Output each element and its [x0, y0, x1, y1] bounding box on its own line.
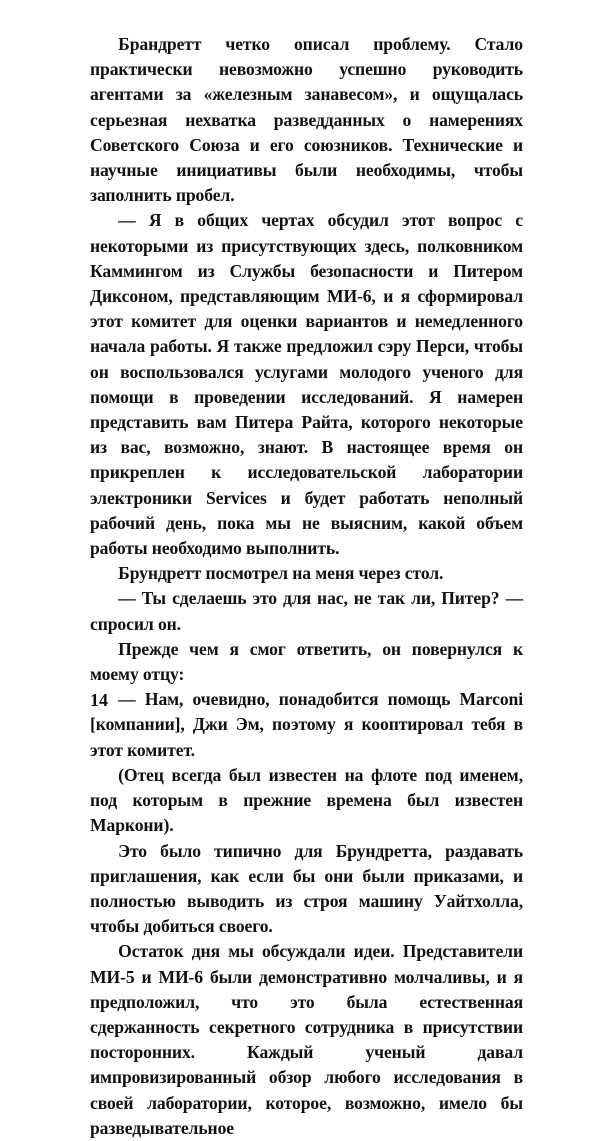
paragraph-2: — Я в общих чертах обсудил этот вопрос с некоторыми из присутствующих здесь, полковником Каммингом из Службы безопасности и Питером Диксоном, представляющим МИ-6, и я сформировал этот комитет для оценки вариантов и немедленного начала работы. Я также предложил сэру Перси, чтобы он воспользовался услугами молодого ученого для помощи в проведении исследований. Я намерен представить вам Питера Райта, которого некоторые из вас, возможно, знают. В настоящее время он прикреплен к исследовательской лаборатории электроники Services и будет работать неполный рабочий день, пока мы не выясним, какой объем работы необходимо выполнить.	[90, 210, 523, 559]
paragraph-9: Остаток дня мы обсуждали идеи. Представители МИ-5 и МИ-6 были демонстративно молчаливы, и я предположил, что это была естественная сдержанность секретного сотрудника в присутствии посторонних. Каждый ученый давал импровизированный обзор любого исследования в своей лаборатории, которое, возможно, имело бы разведывательное	[90, 941, 523, 1138]
page-number: 14	[90, 690, 108, 710]
paragraph-1: Брандретт четко описал проблему. Стало практически невозможно успешно руководить агентами за «железным занавесом», и ощущалась серьезная нехватка разведданных о намерениях Советского Союза и его союзников. Технические и научные инициативы были необходимы, чтобы заполнить пробел.	[90, 34, 523, 206]
body-text	[90, 32, 523, 1141]
paragraph-5: Прежде чем я смог ответить, он повернулся к моему отцу:	[90, 638, 523, 685]
paragraph-4: — Ты сделаешь это для нас, не так ли, Питер? — спросил он.	[90, 588, 523, 634]
paragraph-7: (Отец всегда был известен на флоте под именем, под которым в прежние времена был известен Маркони).	[90, 764, 523, 836]
paragraph-8: Это было типично для Брундретта, раздавать приглашения, как если бы они были приказами, и полностью выводить из строя машину Уайтхолла, чтобы добиться своего.	[90, 840, 523, 937]
paragraph-6: — Нам, очевидно, понадобится помощь Marconi [компании], Джи Эм, поэтому я кооптировал тебя в этот комитет.	[90, 689, 523, 760]
paragraph-3: Брундретт посмотрел на меня через стол.	[118, 563, 444, 584]
